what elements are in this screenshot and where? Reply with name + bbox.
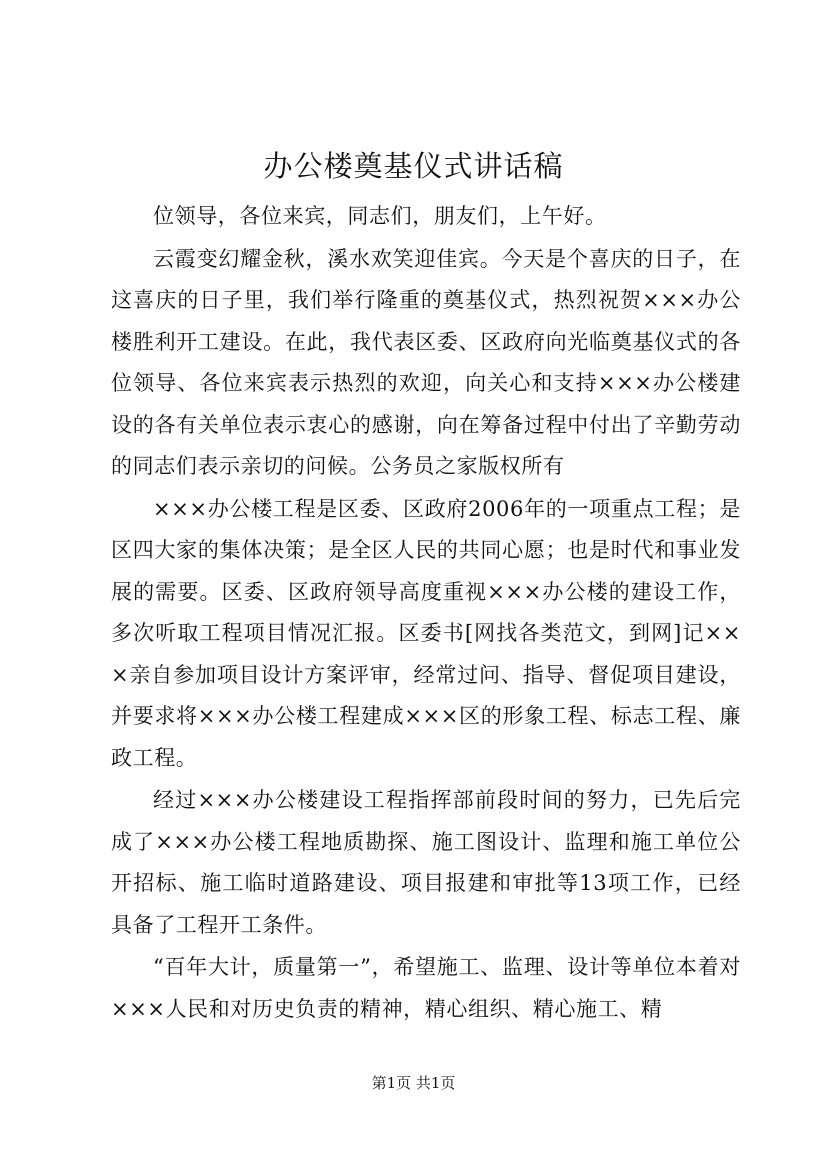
paragraph-greeting: 位领导，各位来宾，同志们，朋友们，上午好。: [153, 204, 607, 228]
page-footer: 第1页 共1页: [371, 1074, 456, 1092]
paragraph-quality-call: “百年大计，质量第一”，希望施工、监理、设计等单位本着对×××人民和对历史负责的精神，精心组织、精心施工、精: [111, 955, 741, 1021]
paragraph-preparation-progress: 经过×××办公楼建设工程指挥部前段时间的努力，已先后完成了×××办公楼工程地质勘探、施工图设计、监理和施工单位公开招标、施工临时道路建设、项目报建和审批等13项工作，已经具备了工程开工条件。: [111, 788, 741, 937]
paragraph-opening: 云霞变幻耀金秋，溪水欢笑迎佳宾。今天是个喜庆的日子，在这喜庆的日子里，我们举行隆重的奠基仪式，热烈祝贺×××办公楼胜利开工建设。在此，我代表区委、区政府向光临奠基仪式的各位领导、各位来宾表示热烈的欢迎，向关心和支持×××办公楼建设的各有关单位表示衷心的感谢，向在筹备过程中付出了辛勤劳动的同志们表示亲切的问候。公务员之家版权所有: [111, 246, 741, 478]
document-title: 办公楼奠基仪式讲话稿: [263, 149, 564, 183]
document-body: [111, 196, 741, 1030]
paragraph-project-importance: ×××办公楼工程是区委、区政府2006年的一项重点工程；是区四大家的集体决策；是全区人民的共同心愿；也是时代和事业发展的需要。区委、区政府领导高度重视×××办公楼的建设工作，多次听取工程项目情况汇报。区委书[网找各类范文，到网]记×××亲自参加项目设计方案评审，经常过问、指导、督促项目建设，并要求将×××办公楼工程建成×××区的形象工程、标志工程、廉政工程。: [111, 496, 741, 770]
